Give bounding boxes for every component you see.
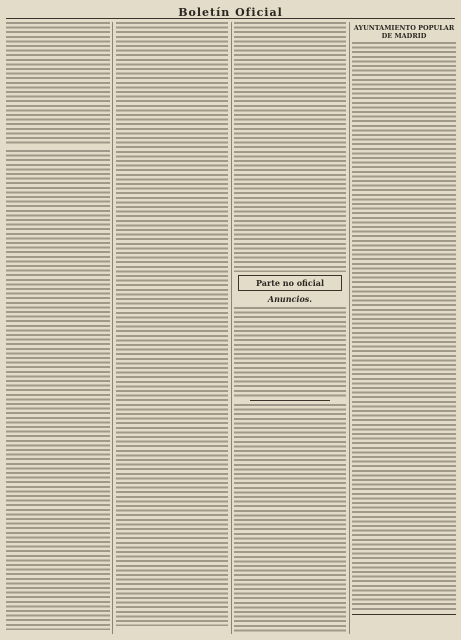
page-title: Boletín Oficial xyxy=(178,6,283,19)
column-4 xyxy=(352,22,456,634)
council-heading: AYUNTAMIENTO POPULAR DE MADRID xyxy=(353,24,455,40)
imprint xyxy=(352,614,456,617)
section-heading: Parte no oficial xyxy=(238,275,342,291)
column-1 xyxy=(6,22,110,634)
text-block xyxy=(352,42,456,610)
text-block xyxy=(116,22,228,626)
column-rule xyxy=(349,22,350,634)
text-block xyxy=(6,22,110,144)
text-block xyxy=(234,22,346,272)
column-rule xyxy=(231,22,232,634)
text-block xyxy=(234,404,346,632)
column-2 xyxy=(116,22,228,634)
column-rule xyxy=(112,22,113,634)
column-3 xyxy=(234,22,346,634)
page-header xyxy=(6,4,455,19)
divider xyxy=(250,400,330,401)
text-block xyxy=(234,307,346,397)
text-block xyxy=(6,150,110,630)
announcements-heading: Anuncios. xyxy=(267,294,313,304)
